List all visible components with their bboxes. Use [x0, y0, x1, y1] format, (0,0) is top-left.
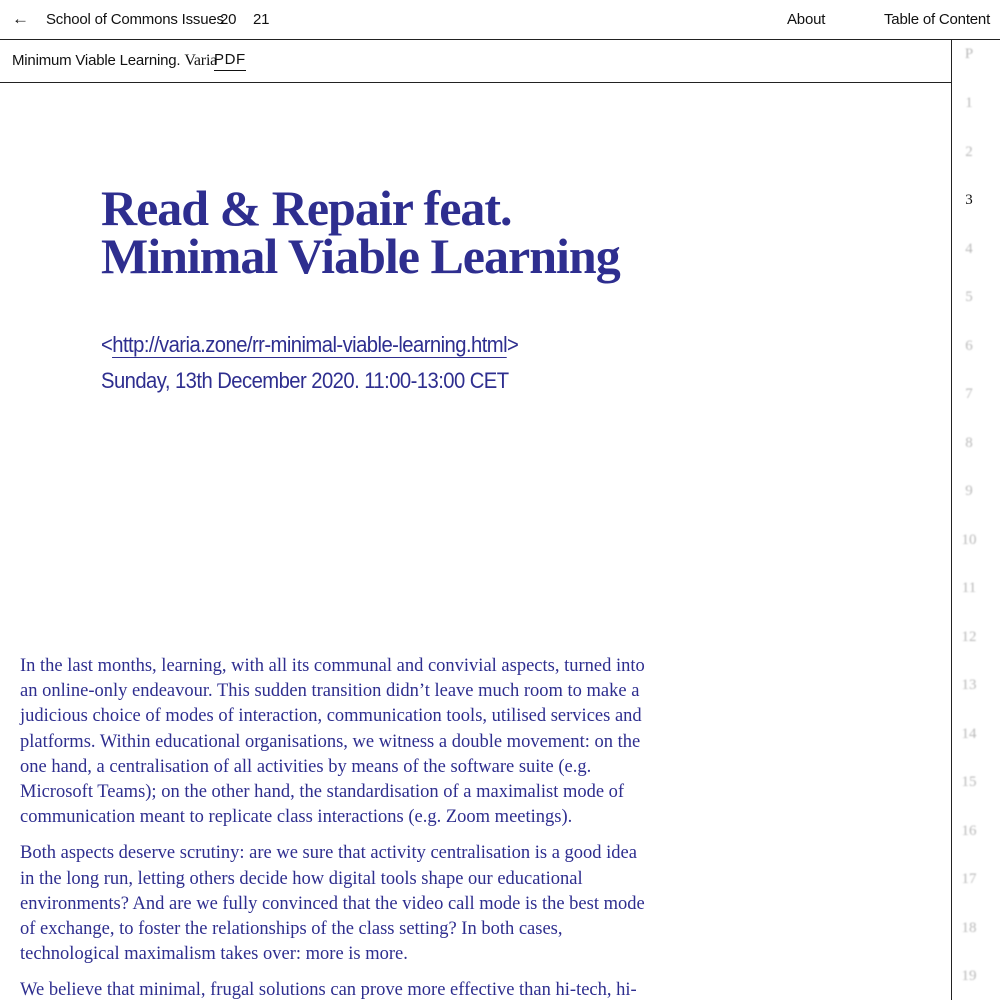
page-link-16[interactable]: 16: [961, 823, 977, 839]
page-link-2[interactable]: 2: [965, 144, 973, 160]
page-link-18[interactable]: 18: [961, 920, 977, 936]
article-body: [20, 654, 645, 1000]
document-title-text: Minimum Viable Learning.: [12, 52, 181, 69]
page-link-5[interactable]: 5: [965, 289, 973, 305]
page-link-1[interactable]: 1: [965, 95, 973, 111]
top-navigation-bar: [0, 0, 1000, 40]
event-url-line: [101, 332, 518, 358]
issue-21-link[interactable]: 21: [253, 11, 270, 28]
about-link[interactable]: About: [787, 11, 826, 28]
page-link-3-current[interactable]: 3: [965, 192, 973, 208]
page-link-12[interactable]: 12: [961, 629, 977, 645]
document-title: [12, 52, 217, 70]
page-link-p[interactable]: P: [964, 46, 974, 62]
page-link-6[interactable]: 6: [965, 338, 973, 354]
page-link-11[interactable]: 11: [961, 580, 977, 596]
article-content: [0, 84, 950, 1000]
page-link-7[interactable]: 7: [965, 386, 973, 402]
body-paragraph-2: Both aspects deserve scrutiny: are we sure that activity centralisation is a good idea in the long run, letting others decide how digital tools shape our educational environments? And are we fully convinced that the video call mode is the best mode of exchange, to foster the relationships of the class setting? In both cases, technological maximalism takes over: more is more.: [20, 843, 645, 965]
back-arrow-icon[interactable]: ←: [12, 9, 29, 28]
pdf-download-link[interactable]: PDF: [214, 51, 246, 71]
issue-20-link[interactable]: 20: [220, 11, 237, 28]
event-url-link[interactable]: http://varia.zone/rr-minimal-viable-learning.html: [112, 332, 508, 357]
site-title-link[interactable]: School of Commons Issues: [46, 11, 224, 28]
article-title-line-1: Read & Repair feat.: [101, 180, 512, 236]
article-title: [101, 180, 741, 284]
document-bar: [0, 40, 952, 83]
url-close-bracket: >: [507, 332, 519, 357]
url-open-bracket: <: [101, 332, 113, 357]
page-link-19[interactable]: 19: [961, 968, 977, 984]
page-link-14[interactable]: 14: [961, 726, 977, 742]
page-link-10[interactable]: 10: [961, 532, 977, 548]
body-paragraph-1: In the last months, learning, with all its communal and convivial aspects, turned into an online-only endeavour. This sudden transition didn’t leave much room to make a judicious choice of modes of interaction, communication tools, utilised services and platforms. Within educational organisations, we witness a double movement: on the one hand, a centralisation of all activities by means of the software suite (e.g. Microsoft Teams); on the other hand, the standardisation of a maximalist mode of communication meant to replicate class interactions (e.g. Zoom meetings).: [20, 656, 645, 828]
article-title-line-2: Minimal Viable Learning: [101, 228, 620, 284]
event-date: Sunday, 13th December 2020. 11:00-13:00 CET: [101, 368, 509, 393]
page-navigation-rail: [951, 40, 1000, 1000]
page-link-9[interactable]: 9: [965, 483, 973, 499]
page-link-15[interactable]: 15: [961, 774, 977, 790]
page-link-17[interactable]: 17: [961, 871, 977, 887]
page-link-13[interactable]: 13: [961, 677, 977, 693]
page-link-4[interactable]: 4: [965, 241, 973, 257]
document-org: Varia: [184, 52, 218, 69]
body-paragraph-3: We believe that minimal, frugal solutions can prove more effective than hi-tech, hi-: [20, 980, 637, 1000]
table-of-content-link[interactable]: Table of Content: [884, 11, 991, 28]
page-link-8[interactable]: 8: [965, 435, 973, 451]
